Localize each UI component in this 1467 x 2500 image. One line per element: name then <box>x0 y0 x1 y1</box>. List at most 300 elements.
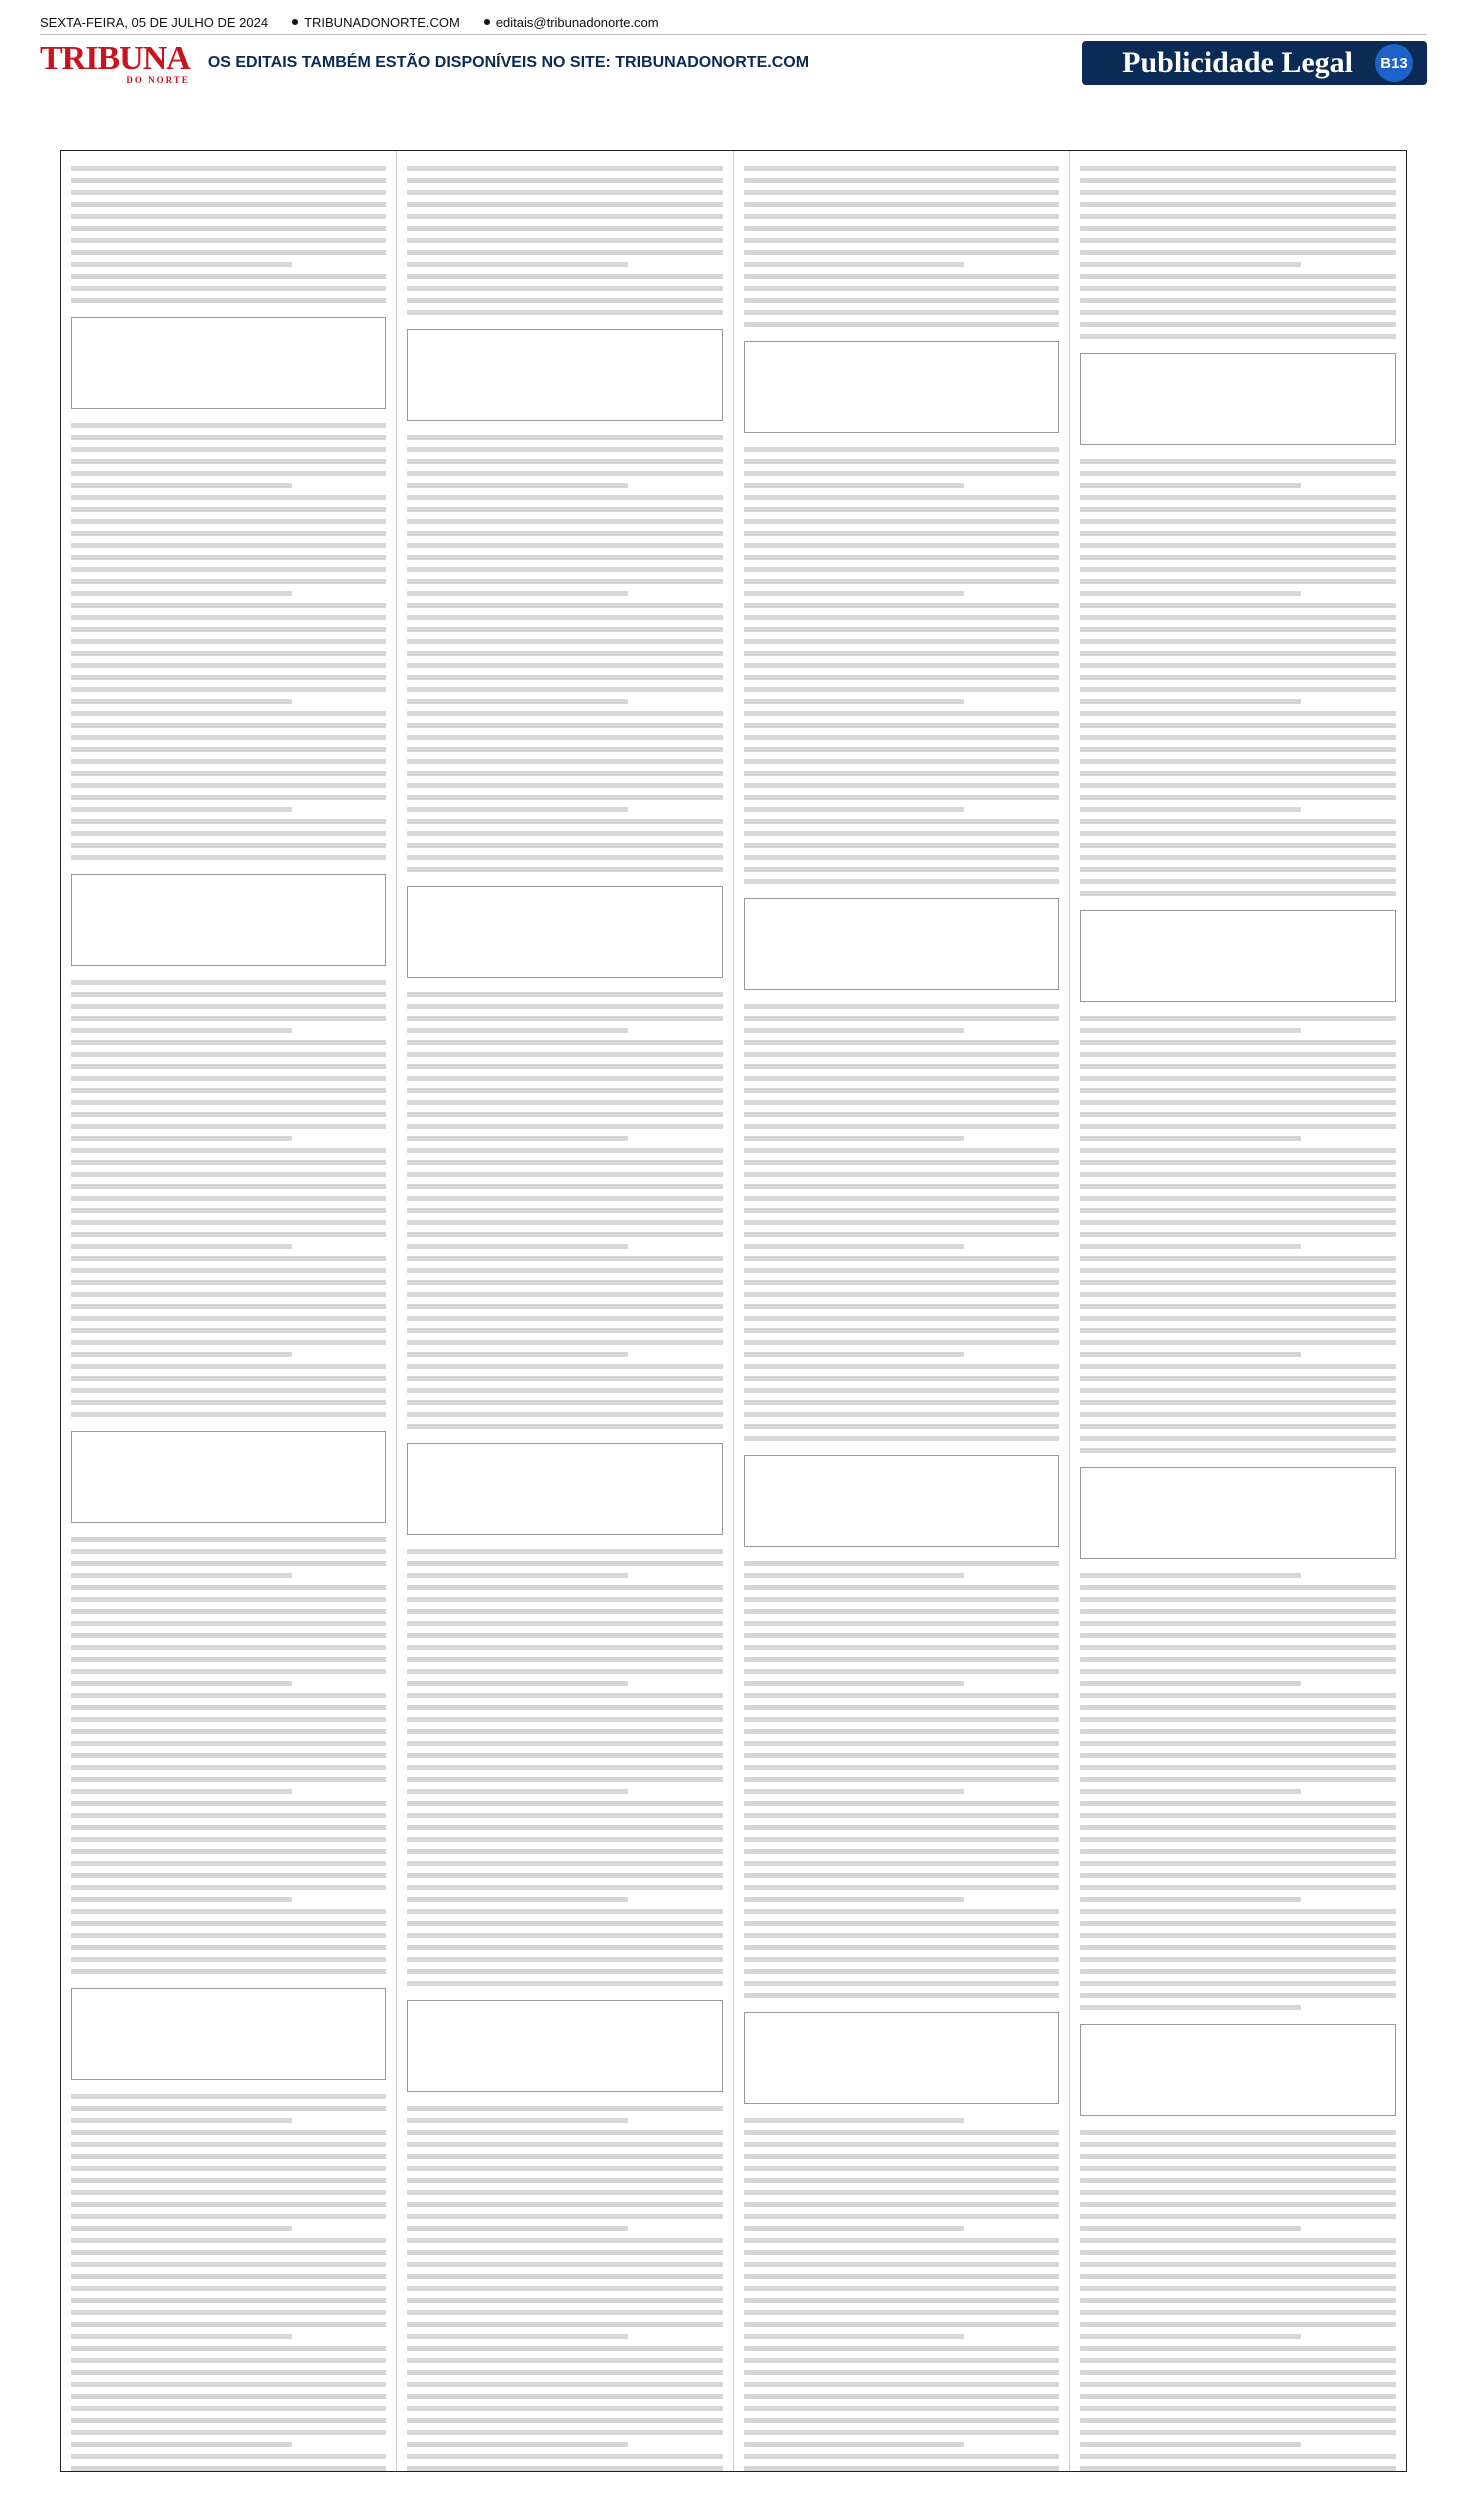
text-line-placeholder <box>1080 1316 1396 1321</box>
text-line-placeholder <box>744 519 1059 524</box>
text-line-placeholder <box>71 1885 386 1890</box>
text-line-placeholder <box>1080 1436 1396 1441</box>
text-line-placeholder <box>1080 1585 1396 1590</box>
text-line-placeholder <box>407 1729 722 1734</box>
column-2 <box>397 151 733 2471</box>
text-line-placeholder <box>71 1657 386 1662</box>
text-line-placeholder <box>744 1112 1059 1117</box>
text-line-placeholder <box>71 723 386 728</box>
text-line-placeholder <box>407 1184 722 1189</box>
text-line-placeholder <box>1080 1609 1396 1614</box>
text-line-placeholder <box>71 1016 386 1021</box>
text-line-placeholder <box>744 2178 1059 2183</box>
text-line-placeholder <box>407 1064 722 1069</box>
text-line-placeholder <box>407 1741 722 1746</box>
text-line-placeholder <box>744 2310 1059 2315</box>
text-line-placeholder <box>71 2190 386 2195</box>
text-line-placeholder <box>1080 2130 1396 2135</box>
text-line-placeholder <box>71 2430 386 2435</box>
text-line-placeholder <box>407 1280 722 1285</box>
text-line-placeholder <box>1080 795 1396 800</box>
text-line-placeholder <box>1080 2238 1396 2243</box>
text-line-placeholder <box>71 1753 386 1758</box>
text-line-placeholder <box>744 2370 1059 2375</box>
text-line-placeholder <box>744 1693 1059 1698</box>
text-line-placeholder <box>744 2394 1059 2399</box>
text-line-placeholder <box>71 543 386 548</box>
form-table-placeholder <box>71 317 386 409</box>
text-line-placeholder <box>407 2286 722 2291</box>
text-line-placeholder <box>407 1717 722 1722</box>
text-line-placeholder <box>407 675 722 680</box>
text-line-placeholder <box>744 1573 965 1578</box>
text-line-placeholder <box>407 298 722 303</box>
text-line-placeholder <box>71 1100 386 1105</box>
text-line-placeholder <box>71 1232 386 1237</box>
text-line-placeholder <box>1080 322 1396 327</box>
text-line-placeholder <box>744 2214 1059 2219</box>
text-line-placeholder <box>407 2274 722 2279</box>
text-line-placeholder <box>1080 2394 1396 2399</box>
text-line-placeholder <box>71 2394 386 2399</box>
form-table-placeholder <box>744 898 1059 990</box>
text-line-placeholder <box>71 555 386 560</box>
text-line-placeholder <box>1080 2430 1396 2435</box>
text-line-placeholder <box>744 507 1059 512</box>
form-table-placeholder <box>71 1988 386 2080</box>
text-line-placeholder <box>71 1537 386 1542</box>
text-line-placeholder <box>71 190 386 195</box>
text-line-placeholder <box>71 783 386 788</box>
text-line-placeholder <box>744 2358 1059 2363</box>
text-line-placeholder <box>71 1693 386 1698</box>
text-line-placeholder <box>407 567 722 572</box>
text-line-placeholder <box>407 2466 722 2471</box>
text-line-placeholder <box>744 831 1059 836</box>
text-line-placeholder <box>744 1412 1059 1417</box>
text-line-placeholder <box>744 2262 1059 2267</box>
text-line-placeholder <box>744 819 1059 824</box>
text-line-placeholder <box>1080 495 1396 500</box>
text-line-placeholder <box>71 2214 386 2219</box>
text-line-placeholder <box>744 1184 1059 1189</box>
text-line-placeholder <box>744 867 1059 872</box>
text-line-placeholder <box>407 2370 722 2375</box>
text-line-placeholder <box>744 2406 1059 2411</box>
text-line-placeholder <box>407 2394 722 2399</box>
text-line-placeholder <box>407 2418 722 2423</box>
text-line-placeholder <box>407 1981 722 1986</box>
text-line-placeholder <box>71 579 386 584</box>
text-line-placeholder <box>71 435 386 440</box>
text-line-placeholder <box>71 1376 386 1381</box>
text-line-placeholder <box>744 1849 1059 1854</box>
text-line-placeholder <box>407 1645 722 1650</box>
text-line-placeholder <box>1080 1957 1396 1962</box>
text-line-placeholder <box>407 663 722 668</box>
text-line-placeholder <box>407 531 722 536</box>
text-line-placeholder <box>71 519 386 524</box>
text-line-placeholder <box>71 1957 386 1962</box>
text-line-placeholder <box>744 2346 1059 2351</box>
text-line-placeholder <box>407 579 722 584</box>
text-line-placeholder <box>744 1585 1059 1590</box>
text-line-placeholder <box>71 2166 386 2171</box>
text-line-placeholder <box>744 1801 1059 1806</box>
text-line-placeholder <box>1080 1388 1396 1393</box>
text-line-placeholder <box>744 1897 965 1902</box>
text-line-placeholder <box>744 1424 1059 1429</box>
text-line-placeholder <box>407 2430 722 2435</box>
text-line-placeholder <box>407 1633 722 1638</box>
text-line-placeholder <box>71 1028 292 1033</box>
text-line-placeholder <box>71 298 386 303</box>
text-line-placeholder <box>407 831 722 836</box>
text-line-placeholder <box>1080 250 1396 255</box>
text-line-placeholder <box>407 1705 722 1710</box>
text-line-placeholder <box>71 2094 386 2099</box>
text-line-placeholder <box>1080 1861 1396 1866</box>
text-line-placeholder <box>71 855 386 860</box>
text-line-placeholder <box>407 771 722 776</box>
text-line-placeholder <box>744 2238 1059 2243</box>
text-line-placeholder <box>744 2322 1059 2327</box>
site-link[interactable]: TRIBUNADONORTE.COM <box>304 14 460 30</box>
text-line-placeholder <box>1080 2382 1396 2387</box>
text-line-placeholder <box>1080 1352 1301 1357</box>
text-line-placeholder <box>407 711 722 716</box>
text-line-placeholder <box>71 1148 386 1153</box>
text-line-placeholder <box>407 274 722 279</box>
text-line-placeholder <box>744 202 1059 207</box>
text-line-placeholder <box>744 591 965 596</box>
text-line-placeholder <box>744 1969 1059 1974</box>
text-line-placeholder <box>1080 615 1396 620</box>
text-line-placeholder <box>71 1585 386 1590</box>
text-line-placeholder <box>1080 1448 1396 1453</box>
text-line-placeholder <box>407 2442 628 2447</box>
text-line-placeholder <box>407 735 722 740</box>
text-line-placeholder <box>71 831 386 836</box>
text-line-placeholder <box>71 2334 292 2339</box>
text-line-placeholder <box>407 2166 722 2171</box>
text-line-placeholder <box>744 1004 1059 1009</box>
text-line-placeholder <box>407 2118 628 2123</box>
text-line-placeholder <box>744 699 965 704</box>
text-line-placeholder <box>744 639 1059 644</box>
text-line-placeholder <box>407 1220 722 1225</box>
text-line-placeholder <box>407 992 722 997</box>
text-line-placeholder <box>744 2418 1059 2423</box>
text-line-placeholder <box>407 1340 722 1345</box>
text-line-placeholder <box>744 1220 1059 1225</box>
text-line-placeholder <box>1080 1280 1396 1285</box>
text-line-placeholder <box>71 2442 292 2447</box>
text-line-placeholder <box>744 2382 1059 2387</box>
text-line-placeholder <box>407 2178 722 2183</box>
form-table-placeholder <box>744 2012 1059 2104</box>
text-line-placeholder <box>1080 1681 1301 1686</box>
text-line-placeholder <box>407 1232 722 1237</box>
text-line-placeholder <box>744 459 1059 464</box>
text-line-placeholder <box>407 2190 722 2195</box>
text-line-placeholder <box>71 675 386 680</box>
text-line-placeholder <box>71 2382 386 2387</box>
text-line-placeholder <box>1080 1196 1396 1201</box>
text-line-placeholder <box>1080 2310 1396 2315</box>
text-line-placeholder <box>407 238 722 243</box>
form-table-placeholder <box>407 1443 722 1535</box>
text-line-placeholder <box>71 2202 386 2207</box>
text-line-placeholder <box>1080 1112 1396 1117</box>
text-line-placeholder <box>407 1873 722 1878</box>
text-line-placeholder <box>1080 1693 1396 1698</box>
text-line-placeholder <box>407 2310 722 2315</box>
text-line-placeholder <box>71 795 386 800</box>
text-line-placeholder <box>71 1669 386 1674</box>
text-line-placeholder <box>71 226 386 231</box>
text-line-placeholder <box>1080 747 1396 752</box>
text-line-placeholder <box>744 1981 1059 1986</box>
text-line-placeholder <box>744 843 1059 848</box>
text-line-placeholder <box>71 2418 386 2423</box>
text-line-placeholder <box>407 783 722 788</box>
text-line-placeholder <box>744 1292 1059 1297</box>
text-line-placeholder <box>1080 651 1396 656</box>
text-line-placeholder <box>1080 1849 1396 1854</box>
text-line-placeholder <box>744 2430 1059 2435</box>
editais-notice: OS EDITAIS TAMBÉM ESTÃO DISPONÍVEIS NO SITE: TRIBUNADONORTE.COM <box>207 54 810 71</box>
text-line-placeholder <box>1080 166 1396 171</box>
text-line-placeholder <box>1080 1801 1396 1806</box>
text-line-placeholder <box>71 1945 386 1950</box>
text-line-placeholder <box>744 1645 1059 1650</box>
text-line-placeholder <box>744 1993 1059 1998</box>
text-line-placeholder <box>1080 2154 1396 2159</box>
text-line-placeholder <box>407 214 722 219</box>
text-line-placeholder <box>744 2454 1059 2459</box>
email-link[interactable]: editais@tribunadonorte.com <box>495 14 659 30</box>
text-line-placeholder <box>1080 2274 1396 2279</box>
text-line-placeholder <box>407 435 722 440</box>
text-line-placeholder <box>407 639 722 644</box>
text-line-placeholder <box>744 1328 1059 1333</box>
text-line-placeholder <box>744 495 1059 500</box>
text-line-placeholder <box>744 795 1059 800</box>
text-line-placeholder <box>744 2298 1059 2303</box>
text-line-placeholder <box>1080 202 1396 207</box>
text-line-placeholder <box>407 2346 722 2351</box>
text-line-placeholder <box>1080 2202 1396 2207</box>
text-line-placeholder <box>71 2406 386 2411</box>
text-line-placeholder <box>407 1412 722 1417</box>
text-line-placeholder <box>71 1813 386 1818</box>
text-line-placeholder <box>71 1064 386 1069</box>
section-title: Publicidade Legal <box>1122 46 1353 79</box>
text-line-placeholder <box>71 1597 386 1602</box>
text-line-placeholder <box>744 1136 965 1141</box>
text-line-placeholder <box>71 1717 386 1722</box>
text-line-placeholder <box>1080 843 1396 848</box>
text-line-placeholder <box>407 1028 628 1033</box>
text-line-placeholder <box>1080 723 1396 728</box>
text-line-placeholder <box>1080 627 1396 632</box>
text-line-placeholder <box>407 1597 722 1602</box>
text-line-placeholder <box>407 1837 722 1842</box>
text-line-placeholder <box>407 507 722 512</box>
text-line-placeholder <box>407 1921 722 1926</box>
text-line-placeholder <box>71 507 386 512</box>
text-line-placeholder <box>71 1969 386 1974</box>
text-line-placeholder <box>744 1028 965 1033</box>
text-line-placeholder <box>744 579 1059 584</box>
text-line-placeholder <box>71 1184 386 1189</box>
text-line-placeholder <box>744 555 1059 560</box>
text-line-placeholder <box>71 1837 386 1842</box>
form-table-placeholder <box>1080 910 1396 1002</box>
text-line-placeholder <box>71 699 292 704</box>
text-line-placeholder <box>71 238 386 243</box>
text-line-placeholder <box>744 1609 1059 1614</box>
text-line-placeholder <box>1080 687 1396 692</box>
text-line-placeholder <box>1080 1633 1396 1638</box>
text-line-placeholder <box>744 2202 1059 2207</box>
text-line-placeholder <box>407 1172 722 1177</box>
text-line-placeholder <box>71 1909 386 1914</box>
text-line-placeholder <box>71 2154 386 2159</box>
form-table-placeholder <box>744 1455 1059 1547</box>
text-line-placeholder <box>1080 226 1396 231</box>
text-line-placeholder <box>1080 238 1396 243</box>
text-line-placeholder <box>1080 2178 1396 2183</box>
text-line-placeholder <box>71 1825 386 1830</box>
text-line-placeholder <box>71 2262 386 2267</box>
text-line-placeholder <box>744 807 965 812</box>
text-line-placeholder <box>1080 2406 1396 2411</box>
text-line-placeholder <box>744 759 1059 764</box>
text-line-placeholder <box>71 1681 292 1686</box>
text-line-placeholder <box>71 1729 386 1734</box>
text-line-placeholder <box>71 1921 386 1926</box>
text-line-placeholder <box>407 603 722 608</box>
text-line-placeholder <box>1080 1028 1301 1033</box>
text-line-placeholder <box>744 1873 1059 1878</box>
text-line-placeholder <box>71 459 386 464</box>
text-line-placeholder <box>71 2274 386 2279</box>
section-band <box>1082 41 1427 85</box>
text-line-placeholder <box>1080 1076 1396 1081</box>
text-line-placeholder <box>71 447 386 452</box>
text-line-placeholder <box>407 2238 722 2243</box>
text-line-placeholder <box>1080 603 1396 608</box>
text-line-placeholder <box>407 1364 722 1369</box>
text-line-placeholder <box>744 1436 1059 1441</box>
text-line-placeholder <box>407 1693 722 1698</box>
text-line-placeholder <box>744 1861 1059 1866</box>
text-line-placeholder <box>71 1861 386 1866</box>
text-line-placeholder <box>744 1561 1059 1566</box>
form-table-placeholder <box>71 1431 386 1523</box>
text-line-placeholder <box>1080 2286 1396 2291</box>
text-line-placeholder <box>1080 699 1301 704</box>
text-line-placeholder <box>1080 579 1396 584</box>
text-line-placeholder <box>1080 1981 1396 1986</box>
text-line-placeholder <box>1080 1645 1396 1650</box>
top-info-bar <box>40 10 1427 35</box>
text-line-placeholder <box>1080 1813 1396 1818</box>
text-line-placeholder <box>744 1016 1059 1021</box>
text-line-placeholder <box>1080 1705 1396 1710</box>
text-line-placeholder <box>71 1004 386 1009</box>
text-line-placeholder <box>71 1292 386 1297</box>
text-line-placeholder <box>1080 711 1396 716</box>
text-line-placeholder <box>71 1897 292 1902</box>
text-line-placeholder <box>744 2154 1059 2159</box>
column-1 <box>61 151 397 2471</box>
text-line-placeholder <box>744 711 1059 716</box>
text-line-placeholder <box>71 202 386 207</box>
text-line-placeholder <box>407 166 722 171</box>
text-line-placeholder <box>744 274 1059 279</box>
text-line-placeholder <box>407 1897 628 1902</box>
text-line-placeholder <box>1080 298 1396 303</box>
text-line-placeholder <box>1080 2005 1301 2010</box>
text-line-placeholder <box>1080 1064 1396 1069</box>
text-line-placeholder <box>1080 1597 1396 1602</box>
text-line-placeholder <box>71 1789 292 1794</box>
text-line-placeholder <box>744 2118 965 2123</box>
text-line-placeholder <box>407 1016 722 1021</box>
text-line-placeholder <box>1080 1160 1396 1165</box>
text-line-placeholder <box>744 2142 1059 2147</box>
text-line-placeholder <box>407 2226 628 2231</box>
text-line-placeholder <box>71 1124 386 1129</box>
text-line-placeholder <box>744 1765 1059 1770</box>
text-line-placeholder <box>1080 334 1396 339</box>
text-line-placeholder <box>71 747 386 752</box>
text-line-placeholder <box>407 2154 722 2159</box>
text-line-placeholder <box>1080 286 1396 291</box>
text-line-placeholder <box>744 2190 1059 2195</box>
text-line-placeholder <box>1080 879 1396 884</box>
text-line-placeholder <box>744 1340 1059 1345</box>
text-line-placeholder <box>407 1088 722 1093</box>
text-line-placeholder <box>744 1945 1059 1950</box>
text-line-placeholder <box>407 615 722 620</box>
text-line-placeholder <box>407 1969 722 1974</box>
text-line-placeholder <box>744 1052 1059 1057</box>
text-line-placeholder <box>71 1933 386 1938</box>
text-line-placeholder <box>407 202 722 207</box>
text-line-placeholder <box>71 1136 292 1141</box>
text-line-placeholder <box>71 250 386 255</box>
text-line-placeholder <box>1080 178 1396 183</box>
text-line-placeholder <box>71 1280 386 1285</box>
text-line-placeholder <box>71 1573 292 1578</box>
text-line-placeholder <box>1080 1100 1396 1105</box>
text-line-placeholder <box>71 531 386 536</box>
text-line-placeholder <box>744 1705 1059 1710</box>
text-line-placeholder <box>1080 591 1301 596</box>
text-line-placeholder <box>1080 1909 1396 1914</box>
text-line-placeholder <box>71 1400 386 1405</box>
text-line-placeholder <box>71 1052 386 1057</box>
text-line-placeholder <box>71 1328 386 1333</box>
text-line-placeholder <box>71 2322 386 2327</box>
text-line-placeholder <box>71 2178 386 2183</box>
text-line-placeholder <box>71 1112 386 1117</box>
text-line-placeholder <box>407 1765 722 1770</box>
